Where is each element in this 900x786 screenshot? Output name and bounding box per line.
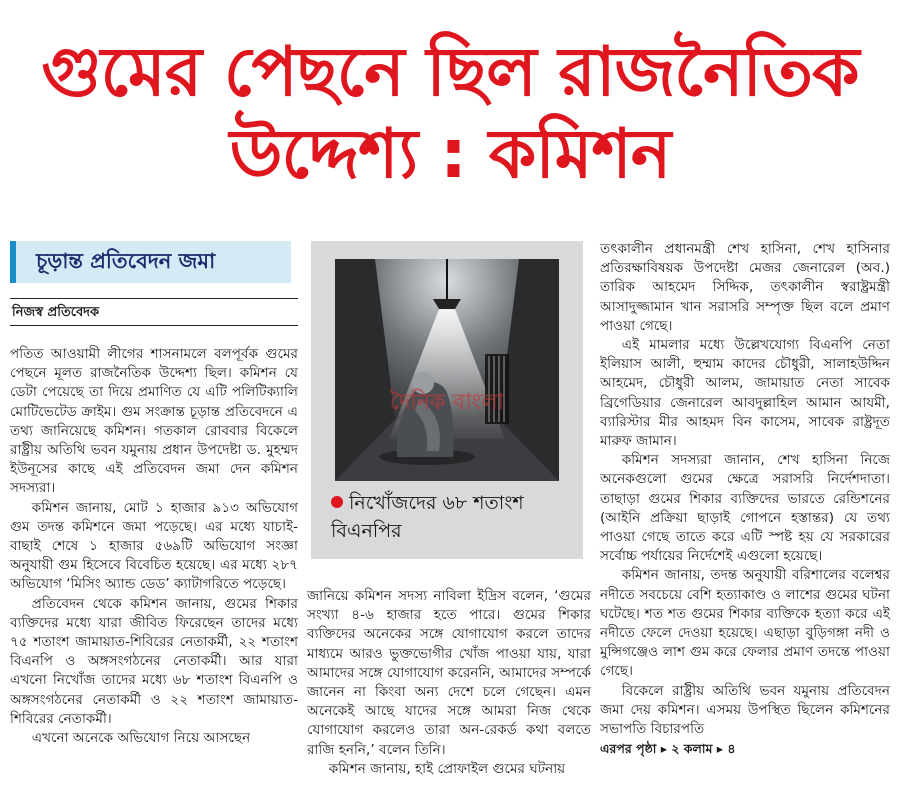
paragraph: পতিত আওয়ামী লীগের শাসনামলে বলপূর্বক গুমের পেছনে মূলত রাজনৈতিক উদ্দেশ্য ছিল। কমিশন যে ডেটা পেয়েছে তা দিয়ে প্রমাণিত যে এটি পলিটিক্যালি মোটিভেটেড ক্রাইম। গুম সংক্রান্ত চূড়ান্ত প্রতিবেদনে এ তথ্য জানিয়েছে কমিশন। গতকাল রোববার বিকেলে রাষ্ট্রীয় অতিথি ভবন যমুনায় প্রধান উপদেষ্টা ড. মুহম্মদ ইউনূসের কাছে এই প্রতিবেদন জমা দেন কমিশন সদস্যরা। xyxy=(10,346,298,497)
caption-text: নিখোঁজদের ৬৮ শতাংশ বিএনপির xyxy=(331,492,524,542)
byline-rule-bottom xyxy=(10,325,298,326)
prison-cell-illustration xyxy=(335,259,559,481)
article-photo xyxy=(335,259,559,481)
headline-line-1: গুমের পেছনে ছিল রাজনৈতিক xyxy=(41,33,859,112)
article-column-2 xyxy=(307,587,591,779)
headline-line-2: উদ্দেশ্য : কমিশন xyxy=(229,115,671,194)
photo-caption xyxy=(331,489,571,545)
paragraph: এই মামলার মধ্যে উল্লেখযোগ্য বিএনপি নেতা ইলিয়াস আলী, হুম্মাম কাদের চৌধুরী, সালাহউদ্দিন আহমেদ, চৌধুরী আলম, জামায়াত নেতা সাবেক ব্রিগেডিয়ার জেনারেল আবদুল্লাহিল আমান আযমী, ব্যারিস্টার মীর আহমদ বিন কাসেম, সাবেক রাষ্ট্রদূত মারুফ জামান। xyxy=(600,337,890,450)
article-column-1 xyxy=(10,345,298,748)
paragraph: এখনো অনেকে অভিযোগ নিয়ে আসছেন xyxy=(31,730,251,747)
paragraph: কমিশন সদস্যরা জানান, শেখ হাসিনা নিজে অনেকগুলো গুমের ক্ষেত্রে সরাসরি নির্দেশদাতা। তাছাড়া গুমের শিকার ব্যক্তিদের ভারতে রেন্ডিশনের (আইনি প্রক্রিয়া ছাড়াই গোপনে হস্তান্তর) যে তথ্য পাওয়া গেছে তাতে করে এটি স্পষ্ট হয় যে সরকারের সর্বোচ্চ পর্যায়ের নির্দেশেই এগুলো হয়েছে। xyxy=(600,452,890,565)
byline-rule-top xyxy=(10,298,298,299)
photo-box xyxy=(311,241,583,559)
article-column-3 xyxy=(600,240,890,758)
kicker-box xyxy=(16,241,291,283)
bullet-icon xyxy=(331,496,343,508)
paragraph: বিকেলে রাষ্ট্রীয় অতিথি ভবন যমুনায় প্রতিবেদন জমা দেয় কমিশন। এসময় উপস্থিত ছিলেন কমিশনের সভাপতি বিচারপতি xyxy=(600,682,890,738)
paragraph: কমিশন জানায়, মোট ১ হাজার ৯১৩ অভিযোগ গুম তদন্ত কমিশনে জমা পড়েছে। এর মধ্যে যাচাই-বাছাই শেষে ১ হাজার ৫৬৯টি অভিযোগ সংজ্ঞা অনুযায়ী গুম হিসেবে বিবেচিত হয়েছে। এর মধ্যে ২৮৭ অভিযোগ ‘মিসিং অ্যান্ড ডেড’ ক্যাটাগরিতে পড়েছে। xyxy=(10,499,298,593)
watermark-text: দৈনিক বাংলা xyxy=(390,390,504,415)
byline: নিজস্ব প্রতিবেদক xyxy=(12,305,100,320)
paragraph: কমিশন জানায়, তদন্ত অনুযায়ী বরিশালের বলেশ্বর নদীতে সবচেয়ে বেশি হত্যাকাণ্ড ও লাশের গুমের ঘটনা ঘটেছে। শত শত গুমের শিকার ব্যক্তিকে হত্যা করে এই নদীতে ফেলে দেওয়া হয়েছে। এছাড়া বুড়িগঙ্গা নদী ও মুন্সিগঞ্জেও লাশ গুম করে ফেলার প্রমাণ তদন্তে পাওয়া গেছে। xyxy=(600,567,890,680)
paragraph: জানিয়ে কমিশন সদস্য নাবিলা ইদ্রিস বলেন, ‘গুমের সংখ্যা ৪-৬ হাজার হতে পারে। গুমের শিকার ব্যক্তিদের অনেকের সঙ্গে যোগাযোগ করলে তাদের মাধ্যমে আরও ভুক্তভোগীর খোঁজ পাওয়া যায়, যারা আমাদের সঙ্গে যোগাযোগ করেননি, আমাদের সম্পর্কে জানেন না কিংবা অন্য দেশে চলে গেছেন। এমন অনেকেই আছে যাদের সঙ্গে আমরা নিজ থেকে যোগাযোগ করলেও তারা অন-রেকর্ড কথা বলতে রাজি হননি,’ বলেন তিনি। xyxy=(307,588,591,758)
headline xyxy=(0,32,900,196)
kicker-text: চূড়ান্ত প্রতিবেদন জমা xyxy=(36,248,216,273)
paragraph: তৎকালীন প্রধানমন্ত্রী শেখ হাসিনা, শেখ হাসিনার প্রতিরক্ষাবিষয়ক উপদেষ্টা মেজর জেনারেল (অব.) তারিক আহমেদ সিদ্দিক, তৎকালীন স্বরাষ্ট্রমন্ত্রী আসাদুজ্জামান খান সরাসরি সম্পৃক্ত ছিল বলে প্রমাণ পাওয়া গেছে। xyxy=(600,241,890,334)
continuation-jump-line: এরপর পৃষ্ঠা ▸ ২ কলাম ▸ ৪ xyxy=(600,741,736,757)
paragraph: প্রতিবেদন থেকে কমিশন জানায়, গুমের শিকার ব্যক্তিদের মধ্যে যারা জীবিত ফিরেছেন তাদের মধ্যে ৭৫ শতাংশ জামায়াত-শিবিরের নেতাকর্মী, ২২ শতাংশ বিএনপি ও অঙ্গসংগঠনের নেতাকর্মী। আর যারা এখনো নিখোঁজ তাদের মধ্যে ৬৮ শতাংশ বিএনপি ও অঙ্গসংগঠনের নেতাকর্মী ও ২২ শতাংশ জামায়াত-শিবিরের নেতাকর্মী। xyxy=(10,595,298,727)
paragraph: কমিশন জানায়, হাই প্রোফাইল গুমের ঘটনায় xyxy=(328,760,566,777)
